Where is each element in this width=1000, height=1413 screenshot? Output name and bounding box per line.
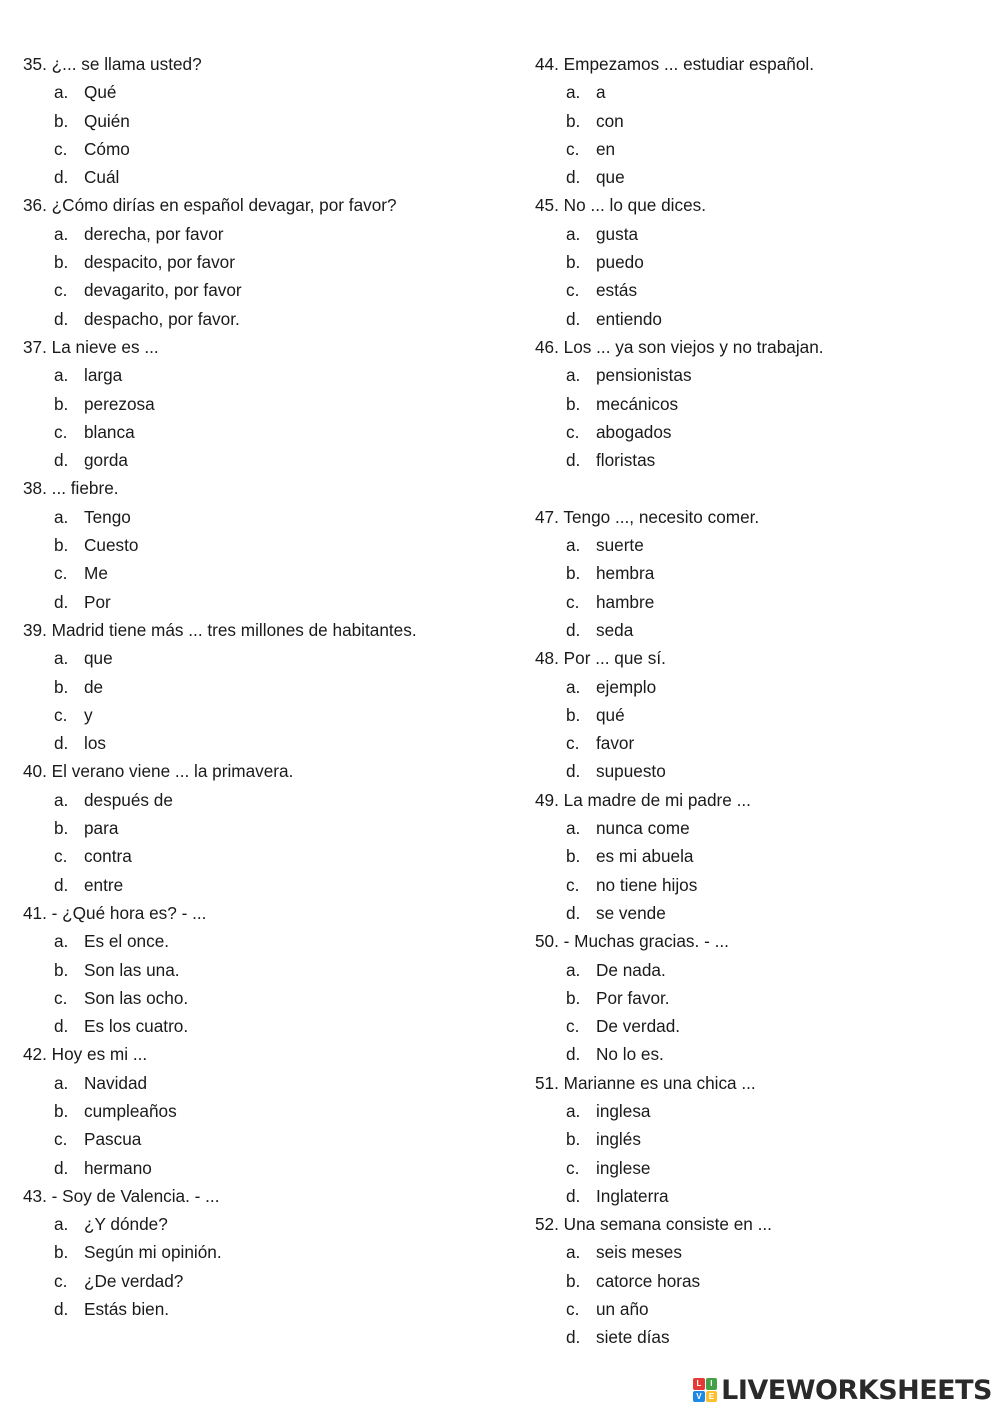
answer-option[interactable] [535,984,1000,1012]
option-letter: a. [54,789,69,810]
answer-option[interactable] [535,1323,1000,1351]
answer-option[interactable] [535,1238,1000,1266]
logo-square: E [706,1391,718,1403]
option-text: Es los cuatro. [84,1016,189,1037]
option-letter: d. [54,1157,69,1178]
option-letter: c. [566,733,580,754]
question-text: 35. ¿... se llama usted? [23,54,202,74]
answer-option[interactable] [23,588,493,616]
option-text: para [84,818,119,839]
option-text: pensionistas [596,365,692,386]
option-text: entre [84,874,124,895]
answer-option[interactable] [535,305,1000,333]
answer-option[interactable] [535,588,1000,616]
option-letter: c. [566,591,580,612]
answer-option[interactable] [23,390,493,418]
question-text: 46. Los ... ya son viejos y no trabajan. [535,336,824,357]
logo-square: I [706,1378,718,1390]
option-text: devagarito, por favor [84,280,242,301]
option-text: hermano [84,1157,152,1178]
option-letter: a. [54,223,69,244]
answer-option[interactable] [23,78,493,106]
option-text: entiendo [596,308,662,329]
answer-option[interactable] [535,78,1000,106]
option-text: nunca come [596,818,690,839]
answer-option[interactable] [535,757,1000,785]
right-question-column [535,50,1000,1352]
option-text: Me [84,563,108,584]
answer-option[interactable] [535,1295,1000,1323]
liveworksheets-logo-icon [693,1378,717,1402]
option-letter: d. [566,1327,581,1348]
option-text: gusta [596,223,639,244]
option-letter: b. [54,676,69,697]
answer-option[interactable] [23,1097,493,1125]
option-letter: a. [566,818,581,839]
question-text: 44. Empezamos ... estudiar español. [535,54,814,74]
option-letter: b. [54,393,69,414]
answer-option[interactable] [535,220,1000,248]
option-letter: b. [566,1129,581,1150]
answer-option[interactable] [535,1182,1000,1210]
option-letter: d. [54,1016,69,1037]
option-text: Cómo [84,138,130,159]
answer-option[interactable] [23,1210,493,1238]
option-letter: c. [54,421,68,442]
answer-option[interactable] [535,135,1000,163]
answer-option[interactable] [23,220,493,248]
answer-option[interactable] [23,1238,493,1266]
answer-option[interactable] [23,1069,493,1097]
option-letter: a. [566,365,581,386]
option-letter: c. [566,874,580,895]
option-text: Es el once. [84,931,170,952]
answer-option[interactable] [23,503,493,531]
option-letter: d. [566,902,581,923]
option-letter: b. [566,110,581,131]
option-text: Cuál [84,167,120,188]
answer-option[interactable] [23,361,493,389]
option-text: Estás bien. [84,1299,170,1320]
option-text: inglés [596,1129,641,1150]
option-text: seda [596,619,634,640]
answer-option[interactable] [535,163,1000,191]
option-letter: d. [54,450,69,471]
answer-option[interactable] [535,1012,1000,1040]
option-letter: d. [566,619,581,640]
option-letter: d. [54,308,69,329]
option-text: floristas [596,450,656,471]
option-text: derecha, por favor [84,223,224,244]
option-letter: b. [566,563,581,584]
option-letter: c. [54,704,68,725]
option-text: Por favor. [596,987,670,1008]
question-text: 49. La madre de mi padre ... [535,789,751,810]
option-letter: d. [566,761,581,782]
answer-option[interactable] [535,107,1000,135]
answer-option[interactable] [23,786,493,814]
option-letter: b. [566,252,581,273]
answer-option[interactable] [23,305,493,333]
question-text: 43. - Soy de Valencia. - ... [23,1185,220,1206]
option-text: Tengo [84,506,131,527]
option-text: estás [596,280,638,301]
option-text: no tiene hijos [596,874,698,895]
answer-option[interactable] [535,418,1000,446]
option-letter: d. [54,1299,69,1320]
option-letter: c. [54,138,68,159]
answer-option[interactable] [23,729,493,757]
option-letter: b. [54,818,69,839]
logo-square: L [693,1378,705,1390]
answer-option[interactable] [535,361,1000,389]
option-letter: d. [566,1185,581,1206]
answer-option[interactable] [23,701,493,729]
option-text: Según mi opinión. [84,1242,222,1263]
question-text: 39. Madrid tiene más ... tres millones de habitantes. [23,619,417,640]
question-text: 37. La nieve es ... [23,336,159,357]
option-letter: a. [566,1100,581,1121]
option-letter: a. [54,1072,69,1093]
option-text: perezosa [84,393,155,414]
option-text: Cuesto [84,535,139,556]
answer-option[interactable] [535,559,1000,587]
option-letter: a. [54,931,69,952]
option-text: Son las ocho. [84,987,189,1008]
option-text: que [596,167,625,188]
option-letter: a. [566,676,581,697]
option-letter: d. [54,167,69,188]
option-text: que [84,648,113,669]
option-text: Quién [84,110,130,131]
answer-option[interactable] [535,1097,1000,1125]
option-text: catorce horas [596,1270,701,1291]
answer-option[interactable] [535,446,1000,474]
option-text: qué [596,704,625,725]
option-letter: c. [54,987,68,1008]
answer-option[interactable] [23,418,493,446]
option-letter: c. [566,280,580,301]
option-letter: c. [566,421,580,442]
option-letter: b. [54,959,69,980]
answer-option[interactable] [535,1267,1000,1295]
option-text: inglesa [596,1100,651,1121]
option-letter: b. [566,704,581,725]
option-text: Qué [84,82,117,103]
option-letter: c. [566,1299,580,1320]
question-text: 52. Una semana consiste en ... [535,1214,772,1235]
answer-option[interactable] [23,842,493,870]
option-text: hambre [596,591,655,612]
option-letter: a. [566,959,581,980]
answer-option[interactable] [23,673,493,701]
option-text: cumpleaños [84,1100,177,1121]
option-letter: a. [566,535,581,556]
answer-option[interactable] [23,1125,493,1153]
option-text: De nada. [596,959,666,980]
answer-option[interactable] [535,276,1000,304]
option-letter: a. [54,82,69,103]
answer-option[interactable] [23,1295,493,1323]
option-text: después de [84,789,173,810]
option-letter: a. [566,82,581,103]
answer-option[interactable] [535,531,1000,559]
answer-option[interactable] [535,248,1000,276]
option-text: larga [84,365,123,386]
answer-option[interactable] [535,701,1000,729]
answer-option[interactable] [535,842,1000,870]
liveworksheets-logo [693,1375,992,1405]
option-text: Por [84,591,111,612]
answer-option[interactable] [23,163,493,191]
option-letter: c. [566,138,580,159]
option-letter: d. [54,874,69,895]
option-letter: b. [566,1270,581,1291]
option-text: favor [596,733,635,754]
question-text: 40. El verano viene ... la primavera. [23,761,294,782]
brand-text: LIVEWORKSHEETS [721,1374,992,1406]
option-letter: c. [566,1157,580,1178]
option-letter: b. [566,846,581,867]
answer-option[interactable] [535,616,1000,644]
option-text: suerte [596,535,644,556]
option-text: ¿De verdad? [84,1270,184,1291]
option-text: se vende [596,902,666,923]
answer-option[interactable] [23,135,493,163]
option-text: contra [84,846,132,867]
option-letter: d. [54,591,69,612]
option-text: con [596,110,624,131]
option-letter: a. [54,648,69,669]
option-letter: c. [54,1270,68,1291]
option-letter: b. [54,252,69,273]
option-letter: b. [54,1242,69,1263]
answer-option[interactable] [535,871,1000,899]
answer-option[interactable] [23,107,493,135]
option-letter: c. [54,563,68,584]
option-letter: d. [566,167,581,188]
answer-option[interactable] [535,390,1000,418]
answer-option[interactable] [535,1040,1000,1068]
option-text: un año [596,1299,649,1320]
option-text: hembra [596,563,655,584]
option-letter: c. [566,1016,580,1037]
question-text: 51. Marianne es una chica ... [535,1072,756,1093]
answer-option[interactable] [23,1267,493,1295]
answer-option[interactable] [23,446,493,474]
option-text: en [596,138,616,159]
option-text: Son las una. [84,959,180,980]
question-text: 50. - Muchas gracias. - ... [535,931,729,952]
answer-option[interactable] [535,899,1000,927]
option-letter: b. [54,535,69,556]
option-text: abogados [596,421,672,442]
question-text: 38. ... fiebre. [23,478,119,499]
answer-option[interactable] [23,1012,493,1040]
option-letter: a. [566,1242,581,1263]
option-text: a [596,82,606,103]
left-question-column [23,50,493,1323]
option-letter: c. [54,280,68,301]
answer-option[interactable] [535,673,1000,701]
option-text: ¿Y dónde? [84,1214,168,1235]
option-letter: b. [54,1100,69,1121]
option-letter: a. [54,1214,69,1235]
answer-option[interactable] [535,814,1000,842]
option-text: despacho, por favor. [84,308,240,329]
option-text: mecánicos [596,393,679,414]
answer-option[interactable] [535,956,1000,984]
option-letter: b. [566,987,581,1008]
option-text: Pascua [84,1129,142,1150]
answer-option[interactable] [23,956,493,984]
option-letter: d. [566,1044,581,1065]
answer-option[interactable] [23,248,493,276]
option-text: De verdad. [596,1016,681,1037]
option-text: Inglaterra [596,1185,669,1206]
option-text: blanca [84,421,135,442]
option-text: es mi abuela [596,846,694,867]
option-letter: d. [566,450,581,471]
spacer [535,474,1000,502]
question-text: 45. No ... lo que dices. [535,195,707,216]
answer-option[interactable] [23,276,493,304]
logo-square: V [693,1391,705,1403]
option-letter: d. [54,733,69,754]
option-text: ejemplo [596,676,657,697]
option-text: puedo [596,252,644,273]
answer-option[interactable] [23,927,493,955]
option-letter: d. [566,308,581,329]
option-text: inglese [596,1157,651,1178]
option-text: los [84,733,106,754]
answer-option[interactable] [23,644,493,672]
answer-option[interactable] [23,871,493,899]
answer-option[interactable] [23,531,493,559]
option-text: de [84,676,104,697]
option-text: supuesto [596,761,666,782]
question-text: 48. Por ... que sí. [535,648,666,669]
option-letter: c. [54,1129,68,1150]
answer-option[interactable] [23,984,493,1012]
option-text: No lo es. [596,1044,664,1065]
question-text: 41. - ¿Qué hora es? - ... [23,902,207,923]
question-text: 47. Tengo ..., necesito comer. [535,506,760,527]
option-letter: b. [54,110,69,131]
question-text: 36. ¿Cómo dirías en español devagar, por favor? [23,195,397,216]
option-text: siete días [596,1327,670,1348]
option-text: seis meses [596,1242,682,1263]
option-text: despacito, por favor [84,252,235,273]
answer-option[interactable] [535,1125,1000,1153]
option-text: y [84,704,93,725]
answer-option[interactable] [23,559,493,587]
option-letter: c. [54,846,68,867]
answer-option[interactable] [23,814,493,842]
question-text: 42. Hoy es mi ... [23,1044,148,1065]
answer-option[interactable] [535,729,1000,757]
answer-option[interactable] [535,1154,1000,1182]
answer-option[interactable] [23,1154,493,1182]
option-text: gorda [84,450,128,471]
option-text: Navidad [84,1072,148,1093]
option-letter: b. [566,393,581,414]
option-letter: a. [566,223,581,244]
option-letter: a. [54,365,69,386]
option-letter: a. [54,506,69,527]
